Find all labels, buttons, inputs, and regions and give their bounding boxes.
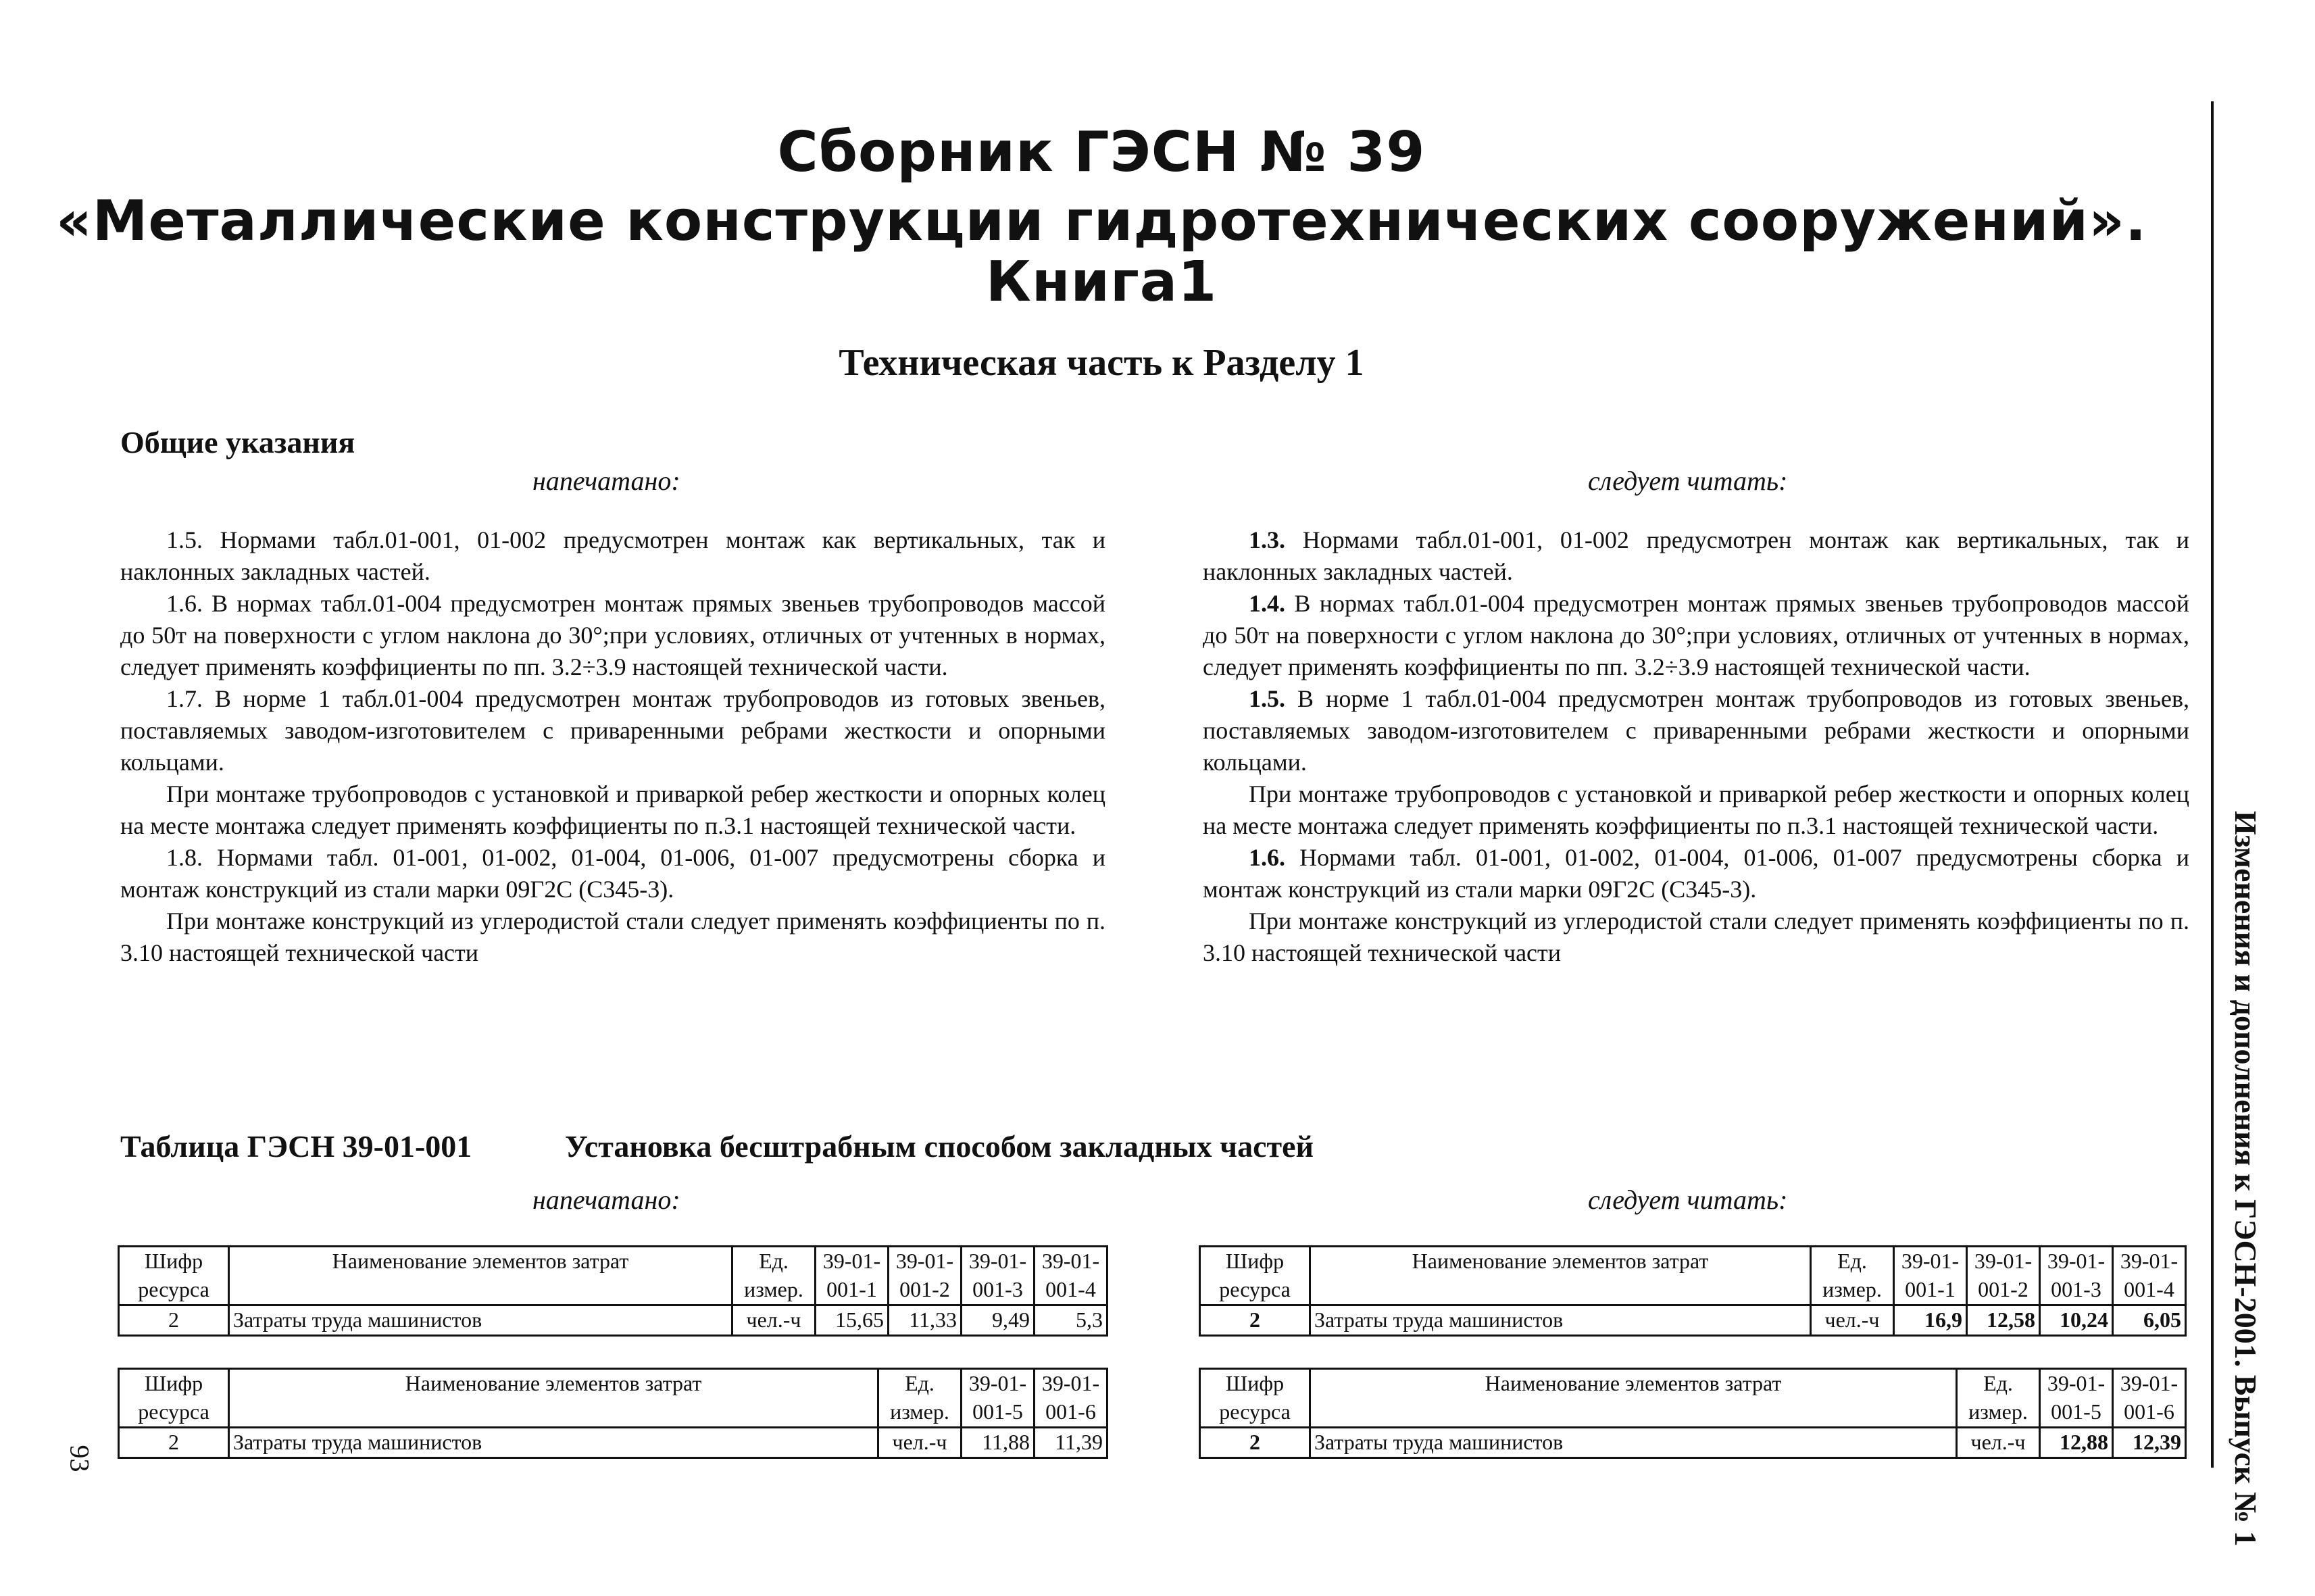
hdr-name: Наименование элементов затрат <box>229 1247 732 1276</box>
cell-code: 2 <box>119 1305 229 1336</box>
left-table-a <box>118 1245 1108 1337</box>
right-para-4: При монтаже трубопроводов с установкой и приваркой ребер жесткости и опорных колец на месте монтажа следует применять коэффициенты по п.3.1 настоящей технической части. <box>1203 780 2189 839</box>
hdr-col-3: 001-3 <box>2040 1276 2113 1305</box>
hdr-code-2: ресурса <box>1200 1276 1310 1305</box>
title-line-3: Книга1 <box>985 250 1218 314</box>
cell-name: Затраты труда машинистов <box>229 1305 732 1336</box>
cell-value: 11,88 <box>962 1428 1035 1458</box>
hdr-code: Шифр <box>1200 1247 1310 1276</box>
hdr-name: Наименование элементов затрат <box>1310 1247 1811 1276</box>
hdr-unit: Ед. <box>732 1247 816 1276</box>
hdr-code: Шифр <box>119 1247 229 1276</box>
cell-value: 6,05 <box>2113 1305 2186 1336</box>
hdr-unit: Ед. <box>1811 1247 1894 1276</box>
left-para-6: При монтаже конструкций из углеродистой стали следует применять коэффициенты по п. 3.10 настоящей технической части <box>120 907 1105 966</box>
right-para-5: 1.6. Нормами табл. 01-001, 01-002, 01-004, 01-006, 01-007 предусмотрены сборка и монтаж конструкций из стали марки 09Г2С (С345-3). <box>1203 844 2189 903</box>
left-para-4: При монтаже трубопроводов с установкой и приваркой ребер жесткости и опорных колец на месте монтажа следует применять коэффициенты по п.3.1 настоящей технической части. <box>120 780 1105 839</box>
sidebar-text: Изменения и дополнения к ГЭСН-2001. Выпуск № 1 <box>2229 811 2263 1547</box>
cell-unit: чел.-ч <box>878 1428 962 1458</box>
hdr-num: 39-01- <box>1035 1247 1107 1276</box>
cell-value: 16,9 <box>1894 1305 1967 1336</box>
table-printed-label: напечатано: <box>532 1184 680 1215</box>
hdr-col-6: 001-6 <box>1035 1398 1107 1428</box>
table-row <box>119 1305 1107 1336</box>
hdr-col-1: 001-1 <box>1894 1276 1967 1305</box>
hdr-name-2 <box>1310 1276 1811 1305</box>
title-line-1: Сборник ГЭСН № 39 <box>777 120 1426 184</box>
right-column <box>1203 524 2189 969</box>
hdr-num: 39-01- <box>889 1247 962 1276</box>
hdr-name-2 <box>1310 1398 1957 1428</box>
cell-name: Затраты труда машинистов <box>1310 1305 1811 1336</box>
cell-name: Затраты труда машинистов <box>229 1428 878 1458</box>
cell-code: 2 <box>1200 1428 1310 1458</box>
right-table-b <box>1199 1368 2187 1459</box>
right-table-a <box>1199 1245 2187 1337</box>
hdr-num: 39-01- <box>2113 1247 2186 1276</box>
left-para-5: 1.8. Нормами табл. 01-001, 01-002, 01-004, 01-006, 01-007 предусмотрены сборка и монтаж конструкций из стали марки 09Г2С (С345-3). <box>120 844 1105 903</box>
cell-value: 11,33 <box>889 1305 962 1336</box>
hdr-code-2: ресурса <box>119 1398 229 1428</box>
hdr-code-2: ресурса <box>1200 1398 1310 1428</box>
left-table-b <box>118 1368 1108 1459</box>
hdr-name: Наименование элементов затрат <box>229 1369 878 1399</box>
cell-name: Затраты труда машинистов <box>1310 1428 1957 1458</box>
hdr-col-2: 001-2 <box>1967 1276 2040 1305</box>
table-caption: Установка бесштрабным способом закладных частей <box>565 1129 1314 1164</box>
cell-value: 12,39 <box>2113 1428 2186 1458</box>
right-para-1: 1.3. Нормами табл.01-001, 01-002 предусмотрен монтаж как вертикальных, так и наклонных закладных частей. <box>1203 526 2189 585</box>
table-read-label: следует читать: <box>1588 1184 1788 1215</box>
hdr-col-4: 001-4 <box>1035 1276 1107 1305</box>
page-number: 93 <box>64 1445 95 1472</box>
hdr-num: 39-01- <box>816 1247 889 1276</box>
hdr-num: 39-01- <box>2113 1369 2186 1399</box>
table-row <box>1200 1305 2186 1336</box>
hdr-code: Шифр <box>1200 1369 1310 1399</box>
cell-value: 11,39 <box>1035 1428 1107 1458</box>
table-heading: Таблица ГЭСН 39-01-001 <box>120 1129 472 1164</box>
hdr-num: 39-01- <box>962 1369 1035 1399</box>
hdr-num: 39-01- <box>2040 1247 2113 1276</box>
hdr-col-2: 001-2 <box>889 1276 962 1305</box>
printed-label: напечатано: <box>532 466 680 496</box>
table-row <box>1200 1428 2186 1458</box>
right-para-3: 1.5. В норме 1 табл.01-004 предусмотрен монтаж трубопроводов из готовых звеньев, поставляемых заводом-изготовителем с приваренными ребрами жесткости и опорными кольцами. <box>1203 685 2189 776</box>
hdr-unit: Ед. <box>1957 1369 2040 1399</box>
hdr-col-6: 001-6 <box>2113 1398 2186 1428</box>
hdr-col-5: 001-5 <box>2040 1398 2113 1428</box>
hdr-col-4: 001-4 <box>2113 1276 2186 1305</box>
cell-value: 12,58 <box>1967 1305 2040 1336</box>
hdr-unit-2: измер. <box>732 1276 816 1305</box>
margin-rule <box>2211 101 2214 1468</box>
cell-value: 12,88 <box>2040 1428 2113 1458</box>
cell-value: 5,3 <box>1035 1305 1107 1336</box>
hdr-col-5: 001-5 <box>962 1398 1035 1428</box>
cell-code: 2 <box>1200 1305 1310 1336</box>
right-para-6: При монтаже конструкций из углеродистой стали следует применять коэффициенты по п. 3.10 настоящей технической части <box>1203 907 2189 966</box>
cell-unit: чел.-ч <box>1957 1428 2040 1458</box>
hdr-num: 39-01- <box>2040 1369 2113 1399</box>
title-line-2: «Металлические конструкции гидротехнических сооружений». <box>55 189 2147 253</box>
hdr-num: 39-01- <box>1894 1247 1967 1276</box>
table-row <box>119 1428 1107 1458</box>
left-column <box>120 524 1105 969</box>
cell-unit: чел.-ч <box>732 1305 816 1336</box>
cell-value: 10,24 <box>2040 1305 2113 1336</box>
hdr-unit-2: измер. <box>1811 1276 1894 1305</box>
cell-code: 2 <box>119 1428 229 1458</box>
hdr-name-2 <box>229 1398 878 1428</box>
hdr-unit: Ед. <box>878 1369 962 1399</box>
hdr-col-1: 001-1 <box>816 1276 889 1305</box>
right-para-2: 1.4. В нормах табл.01-004 предусмотрен монтаж прямых звеньев трубопроводов массой до 50т на поверхности с углом наклона до 30°;при условиях, отличных от учтенных в нормах, следует применять коэффициенты по пп. 3.2÷3.9 настоящей технической части. <box>1203 590 2189 680</box>
left-para-3: 1.7. В норме 1 табл.01-004 предусмотрен монтаж трубопроводов из готовых звеньев, поставляемых заводом-изготовителем с приваренными ребрами жесткости и опорными кольцами. <box>120 685 1105 776</box>
hdr-code-2: ресурса <box>119 1276 229 1305</box>
hdr-num: 39-01- <box>1035 1369 1107 1399</box>
hdr-num: 39-01- <box>962 1247 1035 1276</box>
hdr-code: Шифр <box>119 1369 229 1399</box>
read-label: следует читать: <box>1588 466 1788 496</box>
left-para-1: 1.5. Нормами табл.01-001, 01-002 предусмотрен монтаж как вертикальных, так и наклонных закладных частей. <box>120 526 1105 585</box>
hdr-num: 39-01- <box>1967 1247 2040 1276</box>
hdr-name: Наименование элементов затрат <box>1310 1369 1957 1399</box>
general-heading: Общие указания <box>120 425 355 459</box>
left-para-2: 1.6. В нормах табл.01-004 предусмотрен монтаж прямых звеньев трубопроводов массой до 50т на поверхности с углом наклона до 30°;при условиях, отличных от учтенных в нормах, следует применять коэффициенты по пп. 3.2÷3.9 настоящей технической части. <box>120 590 1105 680</box>
hdr-unit-2: измер. <box>1957 1398 2040 1428</box>
hdr-name-2 <box>229 1276 732 1305</box>
hdr-unit-2: измер. <box>878 1398 962 1428</box>
hdr-col-3: 001-3 <box>962 1276 1035 1305</box>
cell-value: 15,65 <box>816 1305 889 1336</box>
subtitle: Техническая часть к Разделу 1 <box>839 342 1364 384</box>
cell-unit: чел.-ч <box>1811 1305 1894 1336</box>
cell-value: 9,49 <box>962 1305 1035 1336</box>
